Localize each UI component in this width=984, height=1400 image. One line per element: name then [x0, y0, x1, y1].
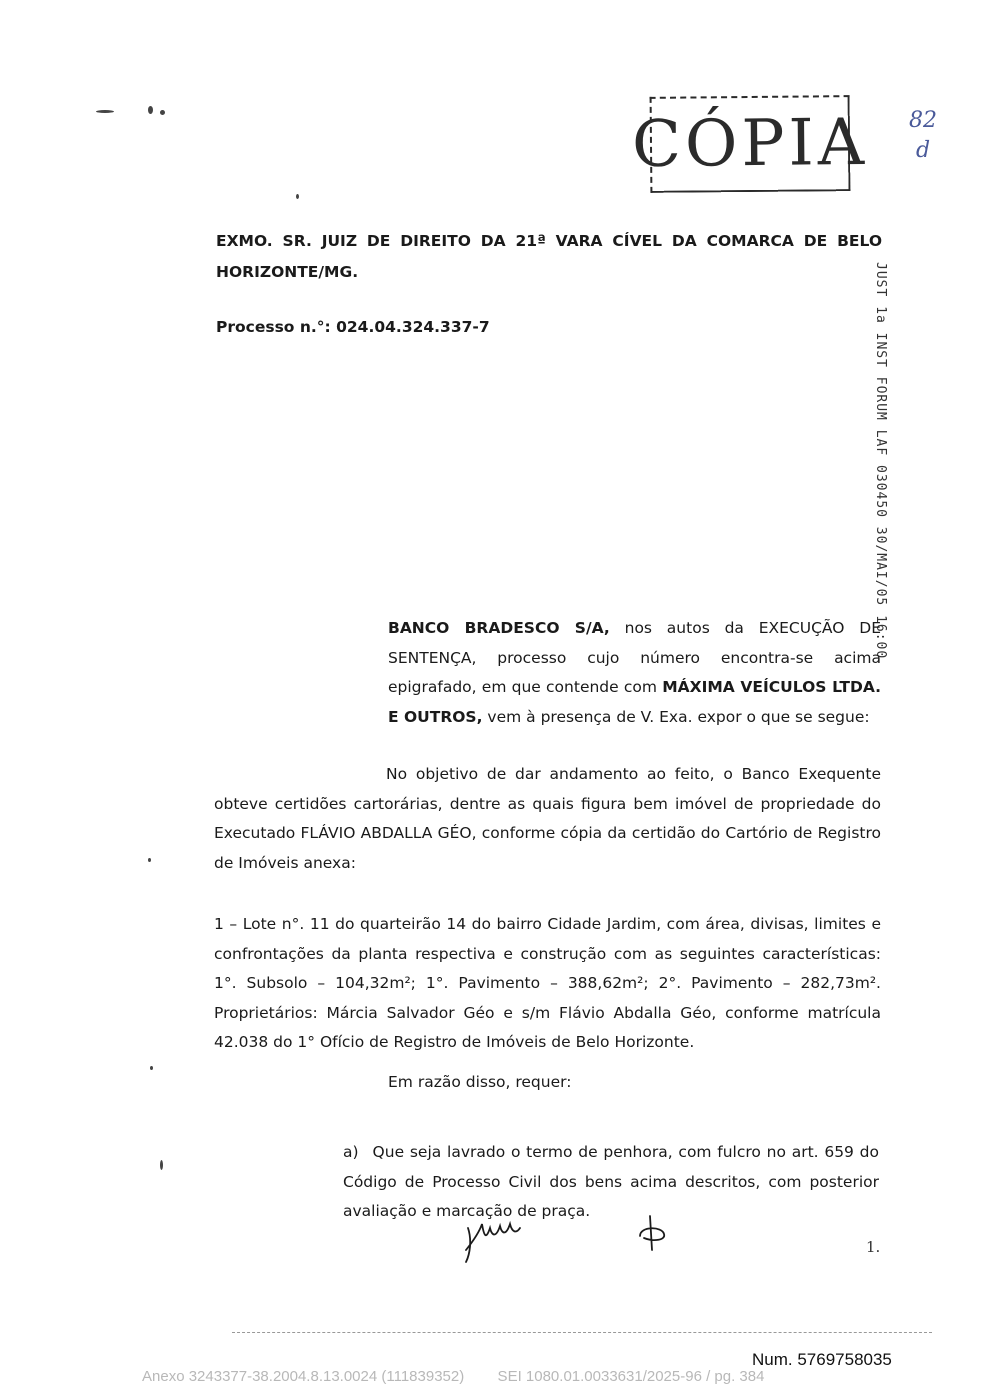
pencil-annotation-number: 82 — [909, 108, 937, 133]
property-description: 1 – Lote n°. 11 do quarteirão 14 do bairro Cidade Jardim, com área, divisas, limites e confrontações da planta respectiva e construção com as seguintes características: 1°. Subsolo – 104,32m²; 1°. Pavimento – 388,62m²; 2°. Pavimento – 282,73m². Proprietários: Márcia Salvador Géo e s/m Flávio Abdalla Géo, conforme matrícula 42.038 do 1° Ofício de Registro de Imóveis de Belo Horizonte. — [214, 915, 881, 1051]
initial-mark — [632, 1212, 672, 1252]
scan-speck — [148, 106, 153, 114]
handwritten-signature — [458, 1210, 528, 1270]
protocol-stamp: JUST 1a INST FORUM LAF 030450 30/MAI/05 16:00 — [873, 262, 888, 660]
paragraph-objective: No objetivo de dar andamento ao feito, o Banco Exequente obteve certidões cartorárias, dentre as quais figura bem imóvel de propriedade do Executado FLÁVIO ABDALLA GÉO, conforme cópia da certidão do Cartório de Registro de Imóveis anexa: — [214, 765, 881, 872]
bottom-divider — [232, 1332, 932, 1333]
scan-speck — [150, 1066, 153, 1070]
request-item-a — [343, 1138, 879, 1227]
addressee-heading: EXMO. SR. JUIZ DE DIREITO DA 21ª VARA CÍVEL DA COMARCA DE BELO HORIZONTE/MG. — [216, 232, 882, 281]
scan-speck — [160, 1160, 163, 1170]
copy-stamp: CÓPIA — [650, 95, 851, 193]
party-name: BANCO BRADESCO S/A, — [388, 619, 610, 637]
scan-speck — [296, 194, 299, 199]
scan-speck — [96, 110, 114, 113]
item-label: a) — [343, 1143, 359, 1161]
document-id: Num. 5769758035 — [752, 1350, 892, 1369]
intro-text-1: nos autos da EXECUÇÃO DE SENTENÇA, processo cujo número encontra-se acima epigrafado, em que contende com — [388, 619, 881, 696]
opponent-name: MÁXIMA VEÍCULOS LTDA. E OUTROS, — [388, 678, 882, 726]
pencil-annotation-letter: d — [915, 138, 931, 163]
request-intro: Em razão disso, requer: — [388, 1073, 572, 1091]
intro-paragraph — [388, 614, 881, 732]
scan-speck — [160, 110, 165, 115]
process-number: Processo n.°: 024.04.324.337-7 — [216, 318, 490, 336]
item-text: Que seja lavrado o termo de penhora, com fulcro no art. 659 do Código de Processo Civil dos bens acima descritos, com posterior avaliação e marcação de praça. — [343, 1143, 879, 1220]
pencil-annotation — [898, 106, 948, 166]
intro-text-2: vem à presença de V. Exa. expor o que se segue: — [482, 707, 870, 726]
footer-reference: Anexo 3243377-38.2004.8.13.0024 (111839352) SEI 1080.01.0033631/2025-96 / pg. 384 — [142, 1368, 765, 1385]
scan-speck — [148, 858, 151, 862]
page-number: 1. — [866, 1238, 881, 1256]
